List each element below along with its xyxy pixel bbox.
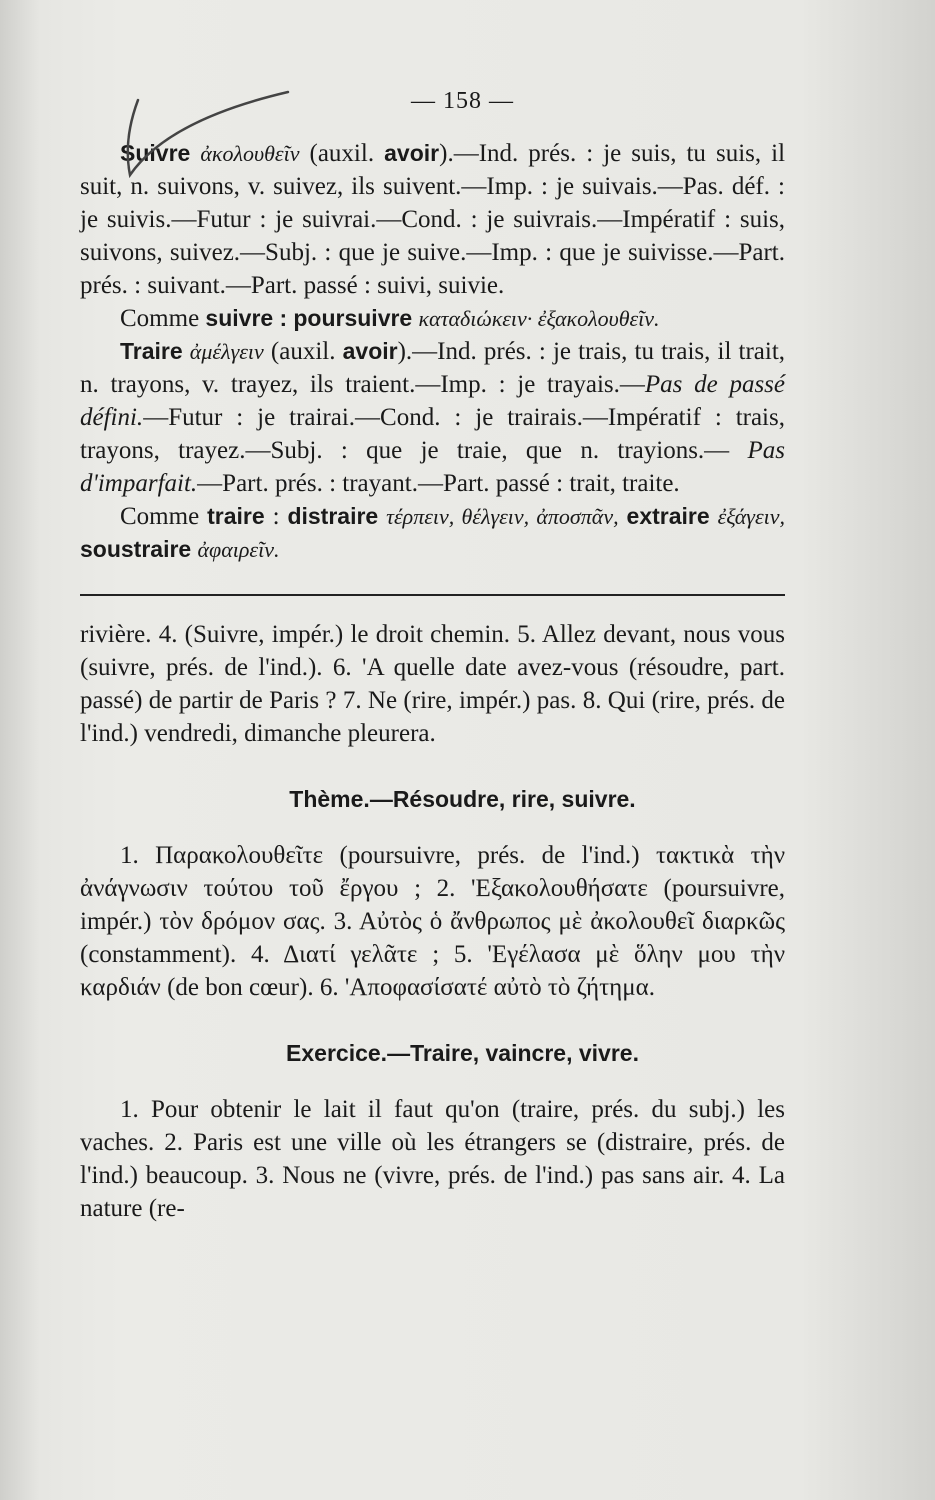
suivre-greek: ἀκολουθεῖν — [200, 141, 300, 166]
exercise-continuation: rivière. 4. (Suivre, impér.) le droit chemin. 5. Allez devant, nous vous (suivre, prés. de l'ind.). 6. 'A quelle date avez-vous (résoudre, part. passé) de partir de Paris ? 7. Ne (rire, impér.) pas. 8. Qui (rire, prés. de l'ind.) vendredi, dimanche pleurera. — [80, 621, 785, 747]
traire-comme-derived-1: distraire — [287, 503, 379, 529]
traire-comme-derived-3: soustraire — [80, 536, 192, 562]
suivre-comme — [80, 302, 785, 335]
suivre-aux-open: (auxil. — [309, 140, 375, 167]
suivre-text: ).—Ind. prés. : je suis, tu suis, il suit, n. suivons, v. suivez, ils suivent.—Imp. : je suivais.—Pas. déf. : je suivis.—Futur : je suivrai.—Cond. : je suivrais.—Impératif : suis, suivons, suivez.—Subj. : que je suive.—Imp. : que je suivisse.—Part. prés. : suivant.—Part. passé : suivi, suivie. — [80, 140, 786, 299]
traire-comme-lead: Comme — [120, 503, 200, 530]
suivre-comme-derived: poursuivre — [293, 305, 413, 331]
theme-text: 1. Παρακολουθεῖτε (poursuivre, prés. de l'ind.) τακτικὰ τὴν ἀνάγνωσιν τούτου τοῦ ἔργου ; 2. 'Εξακολουθήσατε (poursuivre, impér.) τὸν δρόμον σας. 3. Αὐτὸς ὁ ἄνθρωπος μὲ ἀκολουθεῖ διαρκῶς (constamment). 4. Διατί γελᾶτε ; 5. 'Εγέλασα μὲ ὅλην μου τὴν καρδιάν (de bon cœur). 6. 'Αποφασίσατέ αὐτὸ τὸ ζήτημα. — [80, 842, 785, 1001]
traire-italic-2: Pas d'imparfait. — [80, 437, 785, 497]
traire-italic-1: Pas de passé défini. — [80, 371, 785, 431]
page-number: — 158 — — [411, 88, 514, 114]
traire-comme-greek-3: ἀφαιρεῖν. — [197, 537, 280, 562]
traire-comme-derived-2: extraire — [626, 503, 710, 529]
exercice-title: Exercice.—Traire, vaincre, vivre. — [286, 1040, 639, 1066]
traire-text-1: ).—Ind. prés. : je trais, tu trais, il trait, n. trayons, v. trayez, ils traient.—Imp. : je trayais.— — [80, 338, 786, 398]
exercice-text: 1. Pour obtenir le lait il faut qu'on (traire, prés. du subj.) les vaches. 2. Paris est une ville où les étrangers se (distraire, prés. de l'ind.) beaucoup. 3. Nous ne (vivre, prés. de l'ind.) pas sans air. 4. La nature (re- — [80, 1096, 785, 1222]
suivre-comme-greek: καταδιώκειν· ἐξακολουθεῖν. — [418, 306, 660, 331]
traire-comme — [80, 500, 785, 566]
traire-comme-verb: traire — [207, 503, 265, 529]
traire-comme-greek-1: τέρπειν, θέλγειν, ἀποσπᾶν, — [386, 504, 619, 529]
pencil-checkmark-icon — [108, 80, 308, 190]
suivre-comme-lead: Comme — [120, 305, 200, 332]
section-divider — [80, 594, 785, 596]
traire-conjugation — [80, 335, 785, 500]
traire-headword: Traire — [120, 338, 183, 364]
theme-title: Thème.—Résoudre, rire, suivre. — [289, 786, 636, 812]
traire-aux-open: (auxil. — [270, 338, 336, 365]
suivre-comme-verb: suivre — [205, 305, 274, 331]
suivre-aux-word: avoir — [384, 140, 440, 166]
suivre-headword: Suivre — [120, 140, 191, 166]
traire-text-3: —Part. prés. : trayant.—Part. passé : trait, traite. — [197, 470, 680, 497]
traire-comme-colon: : — [272, 503, 280, 530]
suivre-comme-colon: : — [279, 305, 288, 331]
traire-comme-greek-2: ἐξάγειν, — [717, 504, 786, 529]
traire-greek: ἀμέλγειν — [189, 339, 264, 364]
traire-aux-word: avoir — [342, 338, 398, 364]
traire-text-2: —Futur : je trairai.—Cond. : je trairais.—Impératif : trais, trayons, trayez.—Subj. : que je traie, que n. trayions.— — [80, 404, 785, 464]
